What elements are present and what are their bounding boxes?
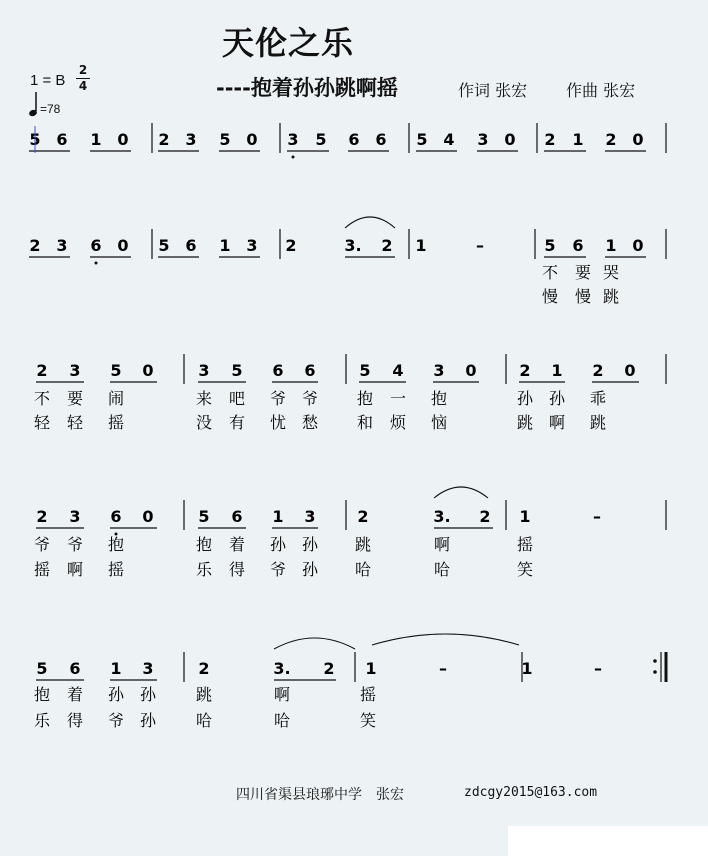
lyric-char: 忧 (269, 413, 287, 432)
note: 2 (36, 507, 48, 526)
note: 0 (632, 130, 644, 149)
lyric-char: 爷 (33, 535, 51, 554)
lyric-char: 抱 (33, 685, 51, 704)
note: 0 (117, 130, 129, 149)
lyric-char: 哈 (354, 560, 372, 579)
octave-dot (95, 262, 98, 265)
note: – (439, 659, 447, 678)
note: 5 (359, 361, 371, 380)
note: 6 (110, 507, 122, 526)
song-subtitle: ----抱着孙孙跳啊摇 (216, 76, 398, 100)
lyric-char: 来 (195, 389, 213, 408)
note: 5 (231, 361, 243, 380)
lyric-char: 笑 (516, 560, 534, 579)
note: 2 (285, 236, 297, 255)
lyric-char: 爷 (66, 535, 84, 554)
time-signature-top: 2 (78, 63, 88, 77)
note: 5 (29, 130, 41, 149)
lyric-char: 摇 (107, 413, 125, 432)
lyric-char: 孙 (139, 685, 157, 704)
note: 6 (304, 361, 316, 380)
note: 2 (592, 361, 604, 380)
lyric-char: 孙 (301, 535, 319, 554)
lyric-char: 哭 (602, 263, 620, 282)
lyric-char: 吧 (228, 389, 246, 408)
note: 2 (544, 130, 556, 149)
lyric-char: 乖 (589, 389, 607, 408)
note: 1 (219, 236, 231, 255)
lyric-char: 有 (228, 413, 246, 432)
note: 3. (344, 236, 362, 255)
note: 1 (90, 130, 102, 149)
lyric-char: 得 (228, 560, 246, 579)
note: 4 (443, 130, 455, 149)
note: 1 (551, 361, 563, 380)
composer-credit: 作曲 张宏 (566, 81, 636, 100)
note: 5 (158, 236, 170, 255)
footer-credit: 四川省渠县琅琊中学 张宏 (236, 787, 404, 803)
lyric-char: 孙 (269, 535, 287, 554)
lyric-char: 孙 (516, 389, 534, 408)
repeat-dot (653, 670, 657, 674)
tie-arc (345, 217, 395, 228)
lyric-char: 抱 (107, 535, 125, 554)
lyric-char: 轻 (66, 413, 84, 432)
note: 1 (519, 507, 531, 526)
note: 3 (69, 361, 81, 380)
note: 2 (36, 361, 48, 380)
note: 1 (365, 659, 377, 678)
note: 2 (198, 659, 210, 678)
note: 5 (36, 659, 48, 678)
note: 0 (142, 361, 154, 380)
song-title: 天伦之乐 (222, 24, 355, 62)
note: 3 (433, 361, 445, 380)
lyric-char: 哈 (433, 560, 451, 579)
note: 6 (69, 659, 81, 678)
lyric-char: 抱 (430, 389, 448, 408)
note: 1 (572, 130, 584, 149)
lyric-char: 摇 (33, 560, 51, 579)
lyric-char: 乐 (195, 560, 213, 579)
note: 6 (90, 236, 102, 255)
note: 3 (185, 130, 197, 149)
note: 6 (572, 236, 584, 255)
lyric-char: 爷 (107, 711, 125, 730)
lyric-char: 跳 (602, 287, 620, 306)
note: 5 (219, 130, 231, 149)
lyric-char: 愁 (301, 413, 319, 432)
octave-dot (292, 156, 295, 159)
lyric-char: 啊 (273, 685, 291, 704)
repeat-dot (653, 659, 657, 663)
lyric-char: 啊 (66, 560, 84, 579)
lyric-char: 要 (66, 389, 84, 408)
lyric-char: 和 (356, 413, 374, 432)
lyric-char: 轻 (33, 413, 51, 432)
note: 3 (56, 236, 68, 255)
note: 5 (416, 130, 428, 149)
lyric-char: 摇 (516, 535, 534, 554)
note: 0 (504, 130, 516, 149)
lyric-char: 啊 (433, 535, 451, 554)
note: 5 (110, 361, 122, 380)
note: 6 (56, 130, 68, 149)
lyric-char: 要 (574, 263, 592, 282)
lyric-char: 不 (33, 389, 51, 408)
note: 3. (433, 507, 451, 526)
lyric-char: 摇 (107, 560, 125, 579)
tie-arc (274, 638, 355, 649)
note: 6 (375, 130, 387, 149)
note: 3 (142, 659, 154, 678)
lyric-char: 摇 (359, 685, 377, 704)
note: – (476, 236, 484, 255)
note: 1 (415, 236, 427, 255)
lyric-char: 抱 (195, 535, 213, 554)
note: 2 (519, 361, 531, 380)
note: 1 (605, 236, 617, 255)
lyric-char: 不 (541, 263, 559, 282)
lyric-char: 爷 (269, 389, 287, 408)
note: 0 (632, 236, 644, 255)
note: 2 (357, 507, 369, 526)
lyric-char: 一 (389, 389, 407, 408)
note: 5 (544, 236, 556, 255)
lyric-char: 爷 (301, 389, 319, 408)
note: 3 (69, 507, 81, 526)
note: 2 (323, 659, 335, 678)
lyric-char: 闹 (107, 389, 125, 408)
note: 2 (479, 507, 491, 526)
note: 0 (142, 507, 154, 526)
note: – (594, 659, 602, 678)
footer-email: zdcgy2015@163.com (464, 785, 598, 800)
note: 3 (198, 361, 210, 380)
note: 3. (273, 659, 291, 678)
note: 6 (272, 361, 284, 380)
lyric-char: 跳 (354, 535, 372, 554)
lyric-char: 跳 (195, 685, 213, 704)
time-signature-bottom: 4 (78, 79, 88, 93)
note: 2 (158, 130, 170, 149)
lyric-char: 没 (195, 413, 213, 432)
lyric-char: 慢 (574, 287, 592, 306)
lyric-char: 跳 (589, 413, 607, 432)
lyric-char: 着 (228, 535, 246, 554)
lyric-char: 孙 (139, 711, 157, 730)
note: 0 (246, 130, 258, 149)
lyric-char: 孙 (107, 685, 125, 704)
note: 6 (231, 507, 243, 526)
note: 3 (287, 130, 299, 149)
lyric-char: 抱 (356, 389, 374, 408)
note: 3 (477, 130, 489, 149)
lyric-char: 孙 (301, 560, 319, 579)
lyric-char: 烦 (389, 413, 407, 432)
note: 1 (110, 659, 122, 678)
note: 6 (348, 130, 360, 149)
note: 0 (117, 236, 129, 255)
lyric-char: 哈 (273, 711, 291, 730)
lyric-char: 跳 (516, 413, 534, 432)
note: 2 (381, 236, 393, 255)
note: 5 (315, 130, 327, 149)
note: 0 (624, 361, 636, 380)
lyric-char: 爷 (269, 560, 287, 579)
note: 2 (605, 130, 617, 149)
lyric-char: 着 (66, 685, 84, 704)
note: 5 (198, 507, 210, 526)
lyric-char: 慢 (541, 287, 559, 306)
lyricist-credit: 作词 张宏 (458, 81, 528, 100)
tempo-marking: =78 (40, 102, 61, 116)
tie-arc (372, 634, 519, 645)
lyric-char: 恼 (430, 413, 448, 432)
note: 0 (465, 361, 477, 380)
lyric-char: 哈 (195, 711, 213, 730)
note: 4 (392, 361, 404, 380)
note: 1 (272, 507, 284, 526)
lyric-char: 啊 (548, 413, 566, 432)
lyric-char: 孙 (548, 389, 566, 408)
note: 6 (185, 236, 197, 255)
lyric-char: 笑 (359, 711, 377, 730)
tie-arc (434, 487, 488, 498)
lyric-char: 乐 (33, 711, 51, 730)
lyric-char: 得 (66, 711, 84, 730)
note: 1 (521, 659, 533, 678)
note: – (593, 507, 601, 526)
note: 3 (246, 236, 258, 255)
note: 2 (29, 236, 41, 255)
note: 3 (304, 507, 316, 526)
key-signature: 1 = B (30, 72, 66, 89)
